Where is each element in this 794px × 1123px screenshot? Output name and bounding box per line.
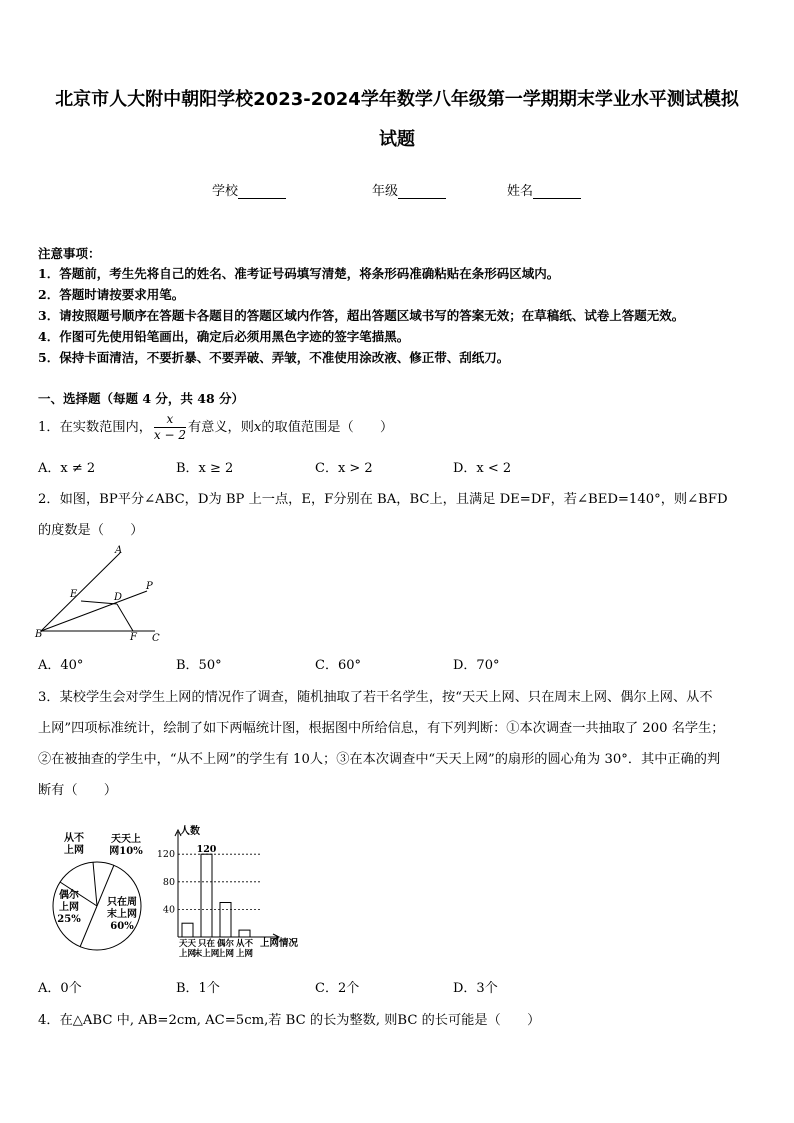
ray-bp — [41, 591, 147, 631]
pie-label-never-1: 从不 — [64, 833, 84, 844]
q2-option-d[interactable]: D．70° — [453, 658, 500, 673]
grade-field[interactable] — [372, 180, 446, 199]
label-f: F — [130, 632, 137, 643]
x-tick-label: 偶尔 — [216, 939, 235, 949]
x-tick-label: 只在 — [197, 939, 216, 949]
q2-option-b[interactable]: B．50° — [176, 658, 222, 673]
pie-divider — [93, 862, 97, 906]
school-field[interactable] — [212, 180, 286, 199]
q1-denominator: x − 2 — [153, 428, 186, 442]
school-label: 学校 — [212, 184, 239, 199]
q1-option-c[interactable]: C．x > 2 — [315, 461, 373, 476]
note-item: 5．保持卡面清洁，不要折暴、不要弄破、弄皱，不准使用涂改液、修正带、刮纸刀。 — [38, 350, 510, 365]
note-item: 2．答题时请按要求用笔。 — [38, 287, 185, 302]
label-a: A — [115, 545, 123, 556]
question-3: 3．某校学生会对学生上网的情况作了调查，随机抽取了若干名学生，按“天天上网、只在周末上网、偶尔上网、从不 — [38, 690, 713, 705]
q2-option-c[interactable]: C．60° — [315, 658, 361, 673]
q1-option-a[interactable]: A．x ≠ 2 — [38, 461, 96, 476]
question-3-line3: ②在被抽查的学生中，“从不上网”的学生有 10人；③在本次调查中“天天上网”的扇形的圆心角为 30°．其中正确的判 — [38, 752, 721, 767]
pie-divider — [80, 906, 97, 947]
notes-heading: 注意事项： — [38, 246, 101, 261]
y-tick-label: 80 — [162, 876, 175, 888]
label-c: C — [152, 633, 160, 644]
ray-ba — [41, 553, 123, 631]
q1-option-b[interactable]: B．x ≥ 2 — [176, 461, 234, 476]
question-2: 2．如图，BP平分∠ABC，D为 BP 上一点，E，F分别在 BA，BC上，且满足 DE=DF，若∠BED=140°，则∠BFD — [38, 492, 728, 507]
name-blank[interactable] — [533, 186, 581, 199]
grade-blank[interactable] — [398, 186, 446, 199]
q1-var: x — [253, 420, 262, 435]
note-item: 4．作图可先使用铅笔画出，确定后必须用黑色字迹的签字笔描黑。 — [38, 329, 410, 344]
x-tick-label: 从不 — [235, 939, 254, 949]
segment-de — [81, 601, 117, 604]
note-item: 1．答题前，考生先将自己的姓名、准考证号码填写清楚，将条形码准确粘贴在条形码区域内。 — [38, 266, 560, 281]
name-label: 姓名 — [507, 184, 534, 199]
bar-偶尔上网 — [220, 903, 231, 938]
page-title-line2: 试题 — [379, 129, 415, 150]
x-tick-label: 天天 — [178, 939, 197, 949]
label-p: P — [146, 581, 153, 592]
pie-label-daily-2: 网10% — [109, 846, 143, 857]
y-axis-title: 人数 — [180, 826, 200, 837]
label-d: D — [114, 592, 123, 603]
bar-value-label: 120 — [196, 844, 217, 856]
note-item: 3．请按照题号顺序在答题卡各题目的答题区域内作答，超出答题区域书写的答案无效；在草稿纸、试卷上答题无效。 — [38, 308, 685, 323]
page-title: 北京市人大附中朝阳学校2023-2024学年数学八年级第一学期期末学业水平测试模拟 — [55, 89, 739, 110]
segment-df — [117, 604, 133, 631]
question-2-line2: 的度数是（ ） — [38, 523, 144, 538]
school-blank[interactable] — [238, 186, 286, 199]
bar-chart — [154, 820, 310, 965]
y-tick-label: 40 — [162, 904, 175, 916]
q3-option-d[interactable]: D．3个 — [453, 981, 498, 996]
x-tick-label: 上网 — [178, 949, 197, 959]
q1-prefix: 1．在实数范围内， — [38, 420, 152, 435]
section-heading: 一、选择题（每题 4 分，共 48 分） — [38, 391, 245, 406]
x-axis-title: 上网情况 — [260, 938, 299, 949]
q2-option-a[interactable]: A．40° — [38, 658, 84, 673]
x-tick-label: 上网 — [235, 949, 254, 959]
pie-label-weekend-1: 只在周 — [107, 897, 137, 908]
grade-label: 年级 — [372, 184, 399, 199]
label-e: E — [70, 589, 78, 600]
y-tick-label: 120 — [156, 849, 175, 861]
q1-option-d[interactable]: D．x < 2 — [453, 461, 512, 476]
label-b: B — [35, 629, 43, 640]
pie-label-occasional-3: 25% — [57, 914, 81, 925]
question-1 — [38, 411, 393, 445]
x-tick-label: 上网 — [216, 949, 235, 959]
pie-chart — [50, 830, 152, 962]
q3-option-b[interactable]: B．1个 — [176, 981, 220, 996]
pie-label-weekend-3: 60% — [110, 921, 134, 932]
geometry-figure — [34, 544, 168, 646]
name-field[interactable] — [507, 180, 581, 199]
bar-从不上网 — [239, 930, 250, 937]
q1-suffix-a: 有意义，则 — [187, 420, 254, 435]
q1-numerator: x — [154, 412, 186, 428]
q3-option-a[interactable]: A．0个 — [38, 981, 82, 996]
pie-label-occasional-1: 偶尔 — [59, 890, 79, 901]
pie-label-never-2: 上网 — [64, 845, 84, 856]
q1-suffix-b: 的取值范围是（ ） — [261, 420, 394, 435]
pie-label-daily-1: 天天上 — [111, 834, 141, 845]
question-3-line4: 断有（ ） — [38, 783, 118, 798]
question-4: 4．在△ABC 中, AB=2cm, AC=5cm,若 BC 的长为整数, 则BC 的长可能是（ ） — [38, 1013, 541, 1028]
pie-label-weekend-2: 末上网 — [107, 909, 137, 920]
question-3-line2: 上网”四项标准统计，绘制了如下两幅统计图，根据图中所给信息，有下列判断：①本次调查一共抽取了 200 名学生； — [38, 721, 725, 736]
q1-fraction — [154, 412, 186, 443]
bar-天天上网 — [182, 923, 193, 937]
bar-只在周末上网 — [201, 854, 212, 937]
q3-option-c[interactable]: C．2个 — [315, 981, 360, 996]
x-tick-label: 末上网 — [193, 949, 220, 959]
pie-label-occasional-2: 上网 — [59, 902, 79, 913]
